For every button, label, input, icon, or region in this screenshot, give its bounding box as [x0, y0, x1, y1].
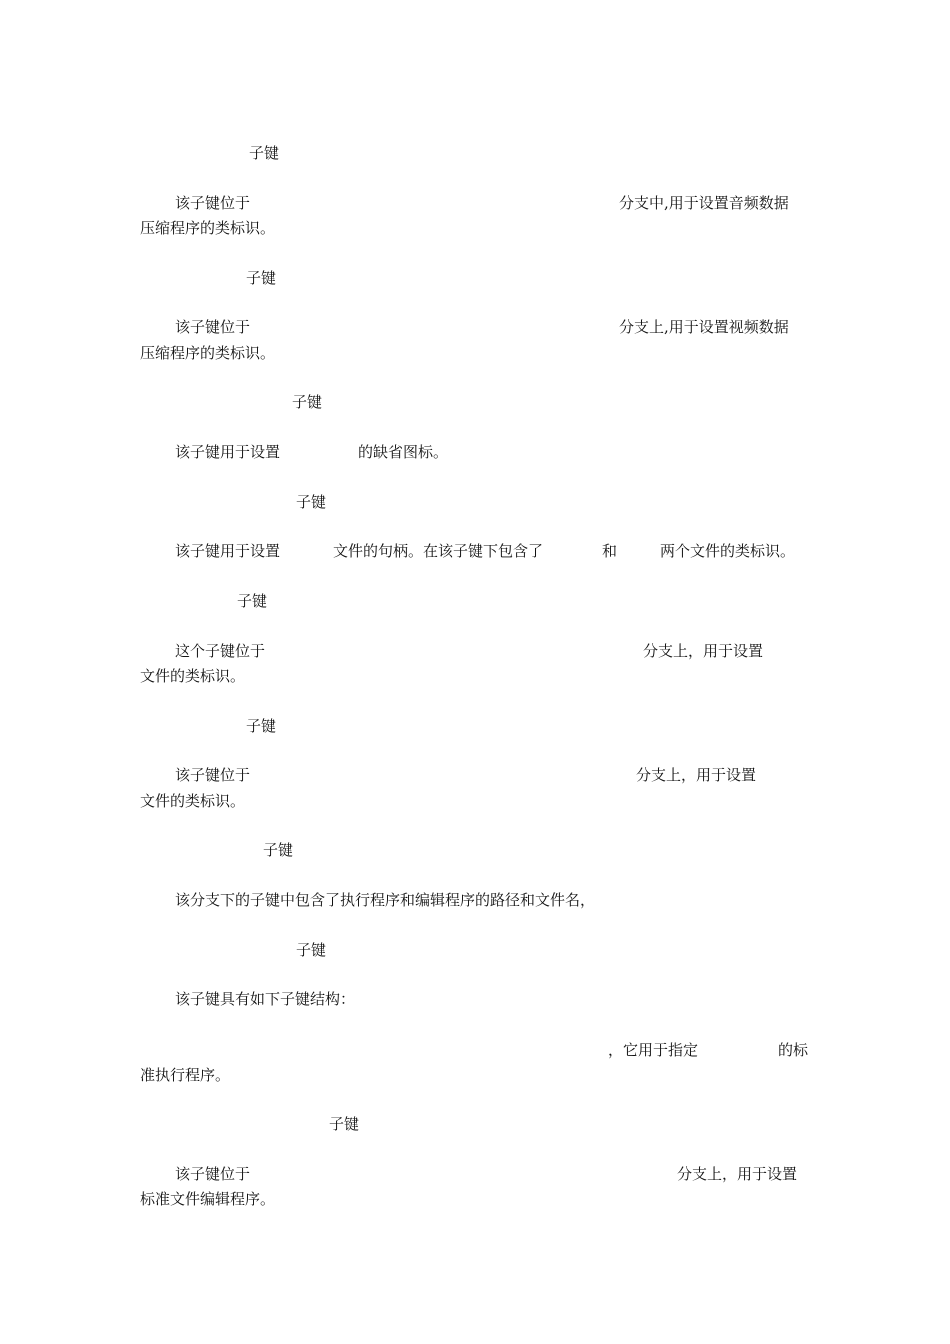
paragraph-line: 压缩程序的类标识。	[140, 344, 276, 362]
paragraph-line: 的标	[778, 1041, 809, 1059]
paragraph-line: 的缺省图标。	[358, 443, 449, 461]
paragraph-line: 文件的类标识。	[140, 792, 246, 810]
paragraph-line: 分支中,用于设置音频数据	[619, 194, 789, 212]
section-heading: 子键	[329, 1115, 360, 1133]
paragraph-line: 该子键用于设置	[175, 542, 281, 560]
section-heading: 子键	[249, 144, 280, 162]
paragraph-line: 该子键位于	[175, 194, 251, 212]
section-heading: 子键	[263, 841, 294, 859]
paragraph-line: 该子键位于	[175, 1165, 251, 1183]
section-heading: 子键	[296, 941, 327, 959]
paragraph-line: 该子键用于设置	[175, 443, 281, 461]
paragraph-line: 和	[602, 542, 618, 560]
paragraph-line: 该子键位于	[175, 318, 251, 336]
paragraph-line: 分支上，用于设置	[677, 1165, 798, 1183]
paragraph-line: 分支上，用于设置	[643, 642, 764, 660]
section-heading: 子键	[246, 269, 277, 287]
section-heading: 子键	[292, 393, 323, 411]
paragraph-line: 标准文件编辑程序。	[140, 1190, 276, 1208]
paragraph-line: 文件的类标识。	[140, 667, 246, 685]
paragraph-line: 准执行程序。	[140, 1066, 231, 1084]
paragraph-line: 这个子键位于	[175, 642, 266, 660]
paragraph-line: 该子键具有如下子键结构：	[175, 990, 356, 1008]
paragraph-line: 分支上，用于设置	[636, 766, 757, 784]
paragraph-line: 两个文件的类标识。	[660, 542, 796, 560]
paragraph-line: 该分支下的子键中包含了执行程序和编辑程序的路径和文件名，	[175, 891, 596, 909]
paragraph-line: 压缩程序的类标识。	[140, 219, 276, 237]
section-heading: 子键	[246, 717, 277, 735]
section-heading: 子键	[237, 592, 268, 610]
section-heading: 子键	[296, 493, 327, 511]
paragraph-line: 文件的句柄。在该子键下包含了	[333, 542, 544, 560]
paragraph-line: 该子键位于	[175, 766, 251, 784]
paragraph-line: ，它用于指定	[608, 1041, 699, 1059]
paragraph-line: 分支上,用于设置视频数据	[619, 318, 789, 336]
